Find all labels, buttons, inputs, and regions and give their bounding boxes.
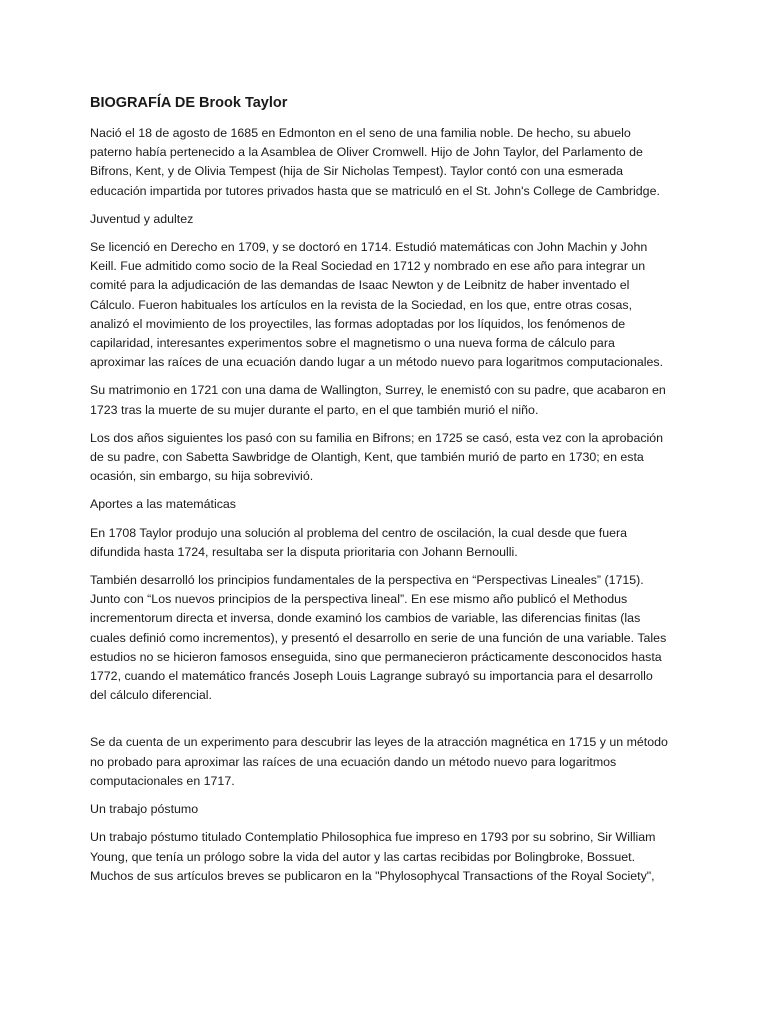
paragraph-perspective: También desarrolló los principios fundamentales de la perspectiva en “Perspectivas Lineales” (1715). Junto con “Los nuevos principios de la perspectiva lineal”. En ese mismo año publicó el Methodus incrementorum directa et inversa, donde examinó los cambios de variable, las diferencias finitas (las cuales definió como incrementos), y presentó el desarrollo en serie de una función de una variable. Tales estudios no se hicieron famosos enseguida, sino que permanecieron prácticamente desconocidos hasta 1772, cuando el matemático francés Joseph Louis Lagrange subrayó su importancia para el desarrollo del cálculo diferencial. — [90, 573, 667, 703]
paragraph-marriage: Su matrimonio en 1721 con una dama de Wallington, Surrey, le enemistó con su padre, que acabaron en 1723 tras la muerte de su mujer durante el parto, en el que también murió el niño. — [90, 383, 666, 417]
blank-line — [90, 714, 668, 733]
paragraph-birth: Nació el 18 de agosto de 1685 en Edmonton en el seno de una familia noble. De hecho, su abuelo paterno había pertenecido a la Asamblea de Oliver Cromwell. Hijo de John Taylor, del Parlamento de Bifrons, Kent, y de Olivia Tempest (hija de Sir Nicholas Tempest). Taylor contó con una esmerada educación impartida por tutores privados hasta que se matriculó en el St. John's College de Cambridge. — [90, 126, 660, 198]
paragraph-posthumous: Un trabajo póstumo titulado Contemplatio Philosophica fue impreso en 1793 por su sobrino, Sir William Young, que tenía un prólogo sobre la vida del autor y las cartas recibidas por Bolingbroke, Bossuet. Muchos de sus artículos breves se publicaron en la "Phylosophycal Transactions of the Royal Society", — [90, 830, 656, 883]
section-heading-posthumous: Un trabajo póstumo — [90, 802, 199, 817]
paragraph-studies: Se licenció en Derecho en 1709, y se doctoró en 1714. Estudió matemáticas con John Machin y John Keill. Fue admitido como socio de la Real Sociedad en 1712 y nombrado en ese año para integrar un comité para la adjudicación de las demandas de Isaac Newton y de Leibnitz de haber inventado el Cálculo. Fueron habituales los artículos en la revista de la Sociedad, en los que, entre otras cosas, analizó el movimiento de los proyectiles, las formas adoptadas por los líquidos, los fenómenos de capilaridad, interesantes experimentos sobre el magnetismo o una nueva forma de cálculo para aproximar las raíces de una ecuación dando lugar a un método nuevo para logaritmos computacionales. — [90, 240, 664, 370]
paragraph-family: Los dos años siguientes los pasó con su familia en Bifrons; en 1725 se casó, esta vez con la aprobación de su padre, con Sabetta Sawbridge de Olantigh, Kent, que también murió de parto en 1730; en esta ocasión, sin embargo, su hija sobrevivió. — [90, 430, 664, 484]
document-title: BIOGRAFÍA DE Brook Taylor — [90, 95, 288, 111]
section-heading-youth: Juventud y adultez — [90, 211, 194, 226]
section-heading-contributions: Aportes a las matemáticas — [90, 497, 236, 512]
paragraph-oscillation: En 1708 Taylor produjo una solución al problema del centro de oscilación, la cual desde que fuera difundida hasta 1724, resultaba ser la disputa prioritaria con Johann Bernoulli. — [90, 525, 628, 559]
paragraph-magnetism: Se da cuenta de un experimento para descubrir las leyes de la atracción magnética en 1715 y un método no probado para aproximar las raíces de una ecuación dando un método nuevo para logaritmos computacionales en 1717. — [90, 735, 668, 788]
